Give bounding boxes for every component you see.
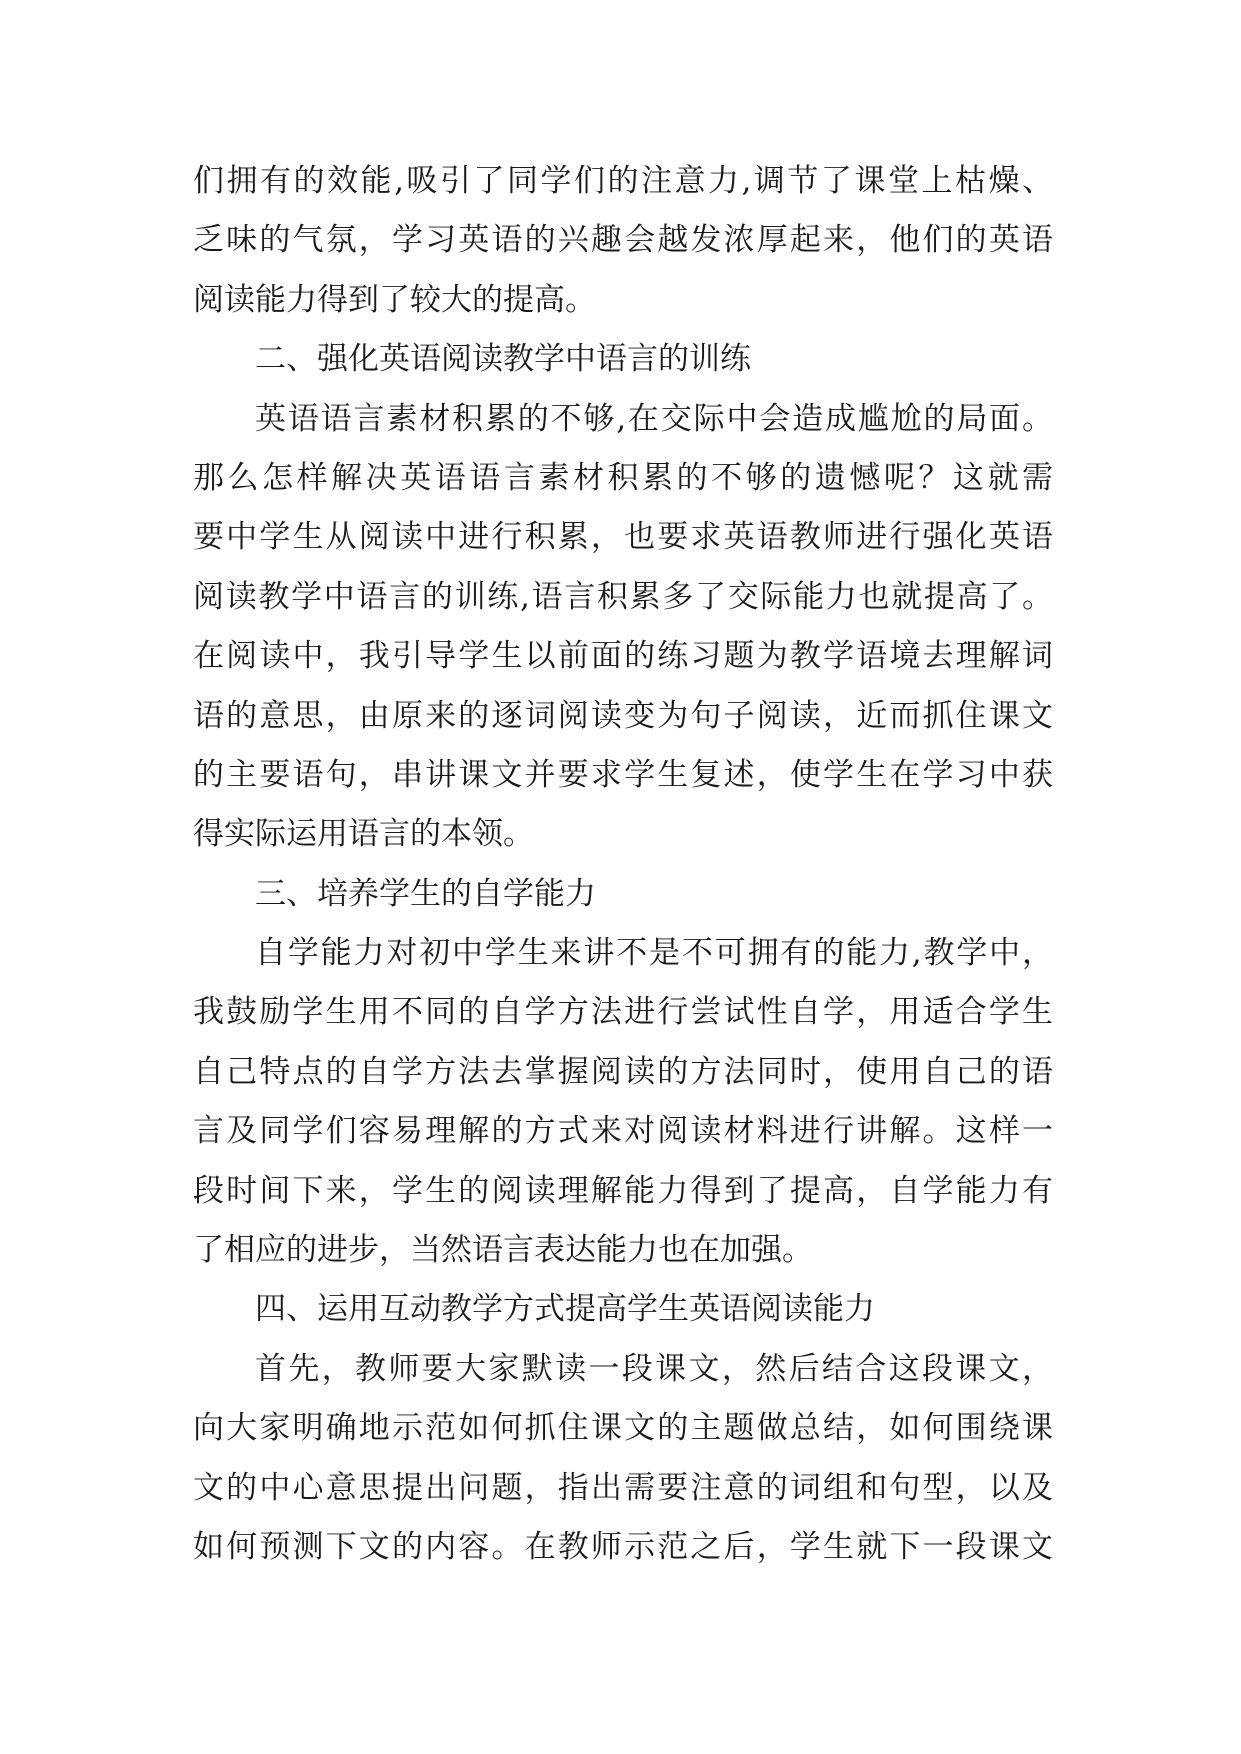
text-line: 们拥有的效能,吸引了同学们的注意力,调节了课堂上枯燥、 <box>193 163 1053 199</box>
text-line: 段时间下来，学生的阅读理解能力得到了提高，自学能力有 <box>193 1172 1053 1209</box>
text-line: 言及同学们容易理解的方式来对阅读材料进行讲解。这样一 <box>193 1113 1053 1150</box>
text-line: 我鼓励学生用不同的自学方法进行尝试性自学，用适合学生 <box>193 994 1053 1031</box>
section-heading: 二、强化英语阅读教学中语言的训练 <box>255 341 751 378</box>
document-body <box>193 152 1053 1577</box>
text-line: 乏味的气氛，学习英语的兴趣会越发浓厚起来，他们的英语 <box>193 222 1053 259</box>
text-line: 文的中心意思提出问题，指出需要注意的词组和句型，以及 <box>193 1469 1053 1506</box>
text-line: 向大家明确地示范如何抓住课文的主题做总结，如何围绕课 <box>193 1410 1053 1447</box>
text-line: 那么怎样解决英语语言素材积累的不够的遗憾呢？这就需 <box>193 459 1053 496</box>
text-line: 自己特点的自学方法去掌握阅读的方法同时，使用自己的语 <box>193 1053 1053 1090</box>
text-line: 如何预测下文的内容。在教师示范之后，学生就下一段课文 <box>193 1528 1053 1565</box>
text-line: 阅读教学中语言的训练,语言积累多了交际能力也就提高了。 <box>193 578 1053 615</box>
text-line: 阅读能力得到了较大的提高。 <box>193 281 596 318</box>
text-line: 英语语言素材积累的不够,在交际中会造成尴尬的局面。 <box>255 400 1053 437</box>
text-line: 了相应的进步，当然语言表达能力也在加强。 <box>193 1232 813 1269</box>
text-line: 语的意思，由原来的逐词阅读变为句子阅读，近而抓住课文 <box>193 697 1053 734</box>
text-line: 的主要语句，串讲课文并要求学生复述，使学生在学习中获 <box>193 756 1053 793</box>
text-line: 首先，教师要大家默读一段课文，然后结合这段课文， <box>255 1350 1053 1387</box>
text-line: 自学能力对初中学生来讲不是不可拥有的能力,教学中， <box>255 935 1053 972</box>
section-heading: 三、培养学生的自学能力 <box>255 875 596 912</box>
text-line: 得实际运用语言的本领。 <box>193 816 534 853</box>
text-line: 在阅读中，我引导学生以前面的练习题为教学语境去理解词 <box>193 638 1053 675</box>
text-line: 要中学生从阅读中进行积累，也要求英语教师进行强化英语 <box>193 519 1053 556</box>
section-heading: 四、运用互动教学方式提高学生英语阅读能力 <box>255 1291 875 1328</box>
